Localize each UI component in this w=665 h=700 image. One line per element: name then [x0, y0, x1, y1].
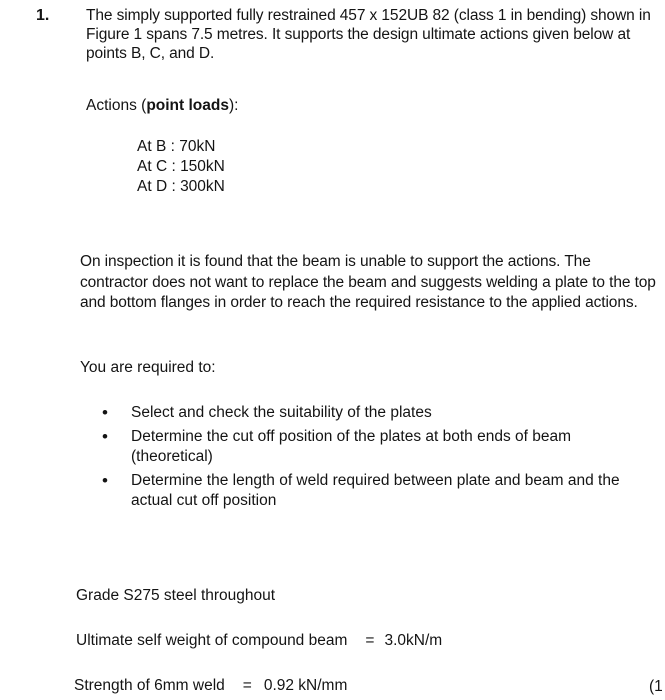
point-load-list: [137, 137, 225, 197]
weld-label: Strength of 6mm weld: [74, 677, 225, 694]
self-weight-equals: =: [365, 632, 375, 649]
weld-strength-line: [74, 676, 347, 695]
actions-heading-prefix: Actions (: [86, 97, 147, 114]
task-item: [100, 403, 656, 423]
steel-grade: Grade S275 steel throughout: [76, 587, 276, 604]
actions-heading: [86, 96, 238, 115]
actions-heading-suffix: ):: [228, 97, 239, 114]
task-item: [100, 427, 656, 467]
marks-label: (1: [649, 678, 663, 695]
bullet-icon: •: [102, 471, 108, 490]
required-heading: You are required to:: [80, 359, 216, 376]
intro-text: The simply supported fully restrained 457 x 152UB 82 (class 1 in bending) shown in Figure 1 spans 7.5 metres. It supports the design ultimate actions given below at points B, C, and D.: [86, 7, 651, 62]
self-weight-line: [76, 631, 442, 650]
task-text: Select and check the suitability of the plates: [131, 404, 432, 421]
question-number: 1.: [36, 7, 50, 24]
bullet-icon: •: [102, 403, 108, 422]
task-item: [100, 471, 656, 511]
question-intro: [86, 6, 658, 63]
task-text: Determine the length of weld required between plate and beam and the actual cut off position: [131, 472, 620, 509]
weld-equals: =: [242, 677, 252, 694]
inspection-paragraph: [80, 252, 656, 314]
task-text: Determine the cut off position of the plates at both ends of beam (theoretical): [131, 428, 572, 465]
self-weight-value: 3.0kN/m: [384, 632, 443, 649]
load-at-d: At D : 300kN: [137, 178, 225, 195]
weld-value: 0.92 kN/mm: [263, 677, 348, 694]
self-weight-label: Ultimate self weight of compound beam: [76, 632, 348, 649]
actions-heading-bold: point loads: [146, 97, 229, 114]
load-at-b: At B : 70kN: [137, 138, 216, 155]
load-at-c: At C : 150kN: [137, 158, 225, 175]
bullet-icon: •: [102, 427, 108, 446]
inspection-text: On inspection it is found that the beam is unable to support the actions. The contractor does not want to replace the beam and suggests welding a plate to the top and bottom flanges in order to reach the required resistance to the applied actions.: [80, 253, 656, 311]
task-list: [100, 403, 656, 515]
